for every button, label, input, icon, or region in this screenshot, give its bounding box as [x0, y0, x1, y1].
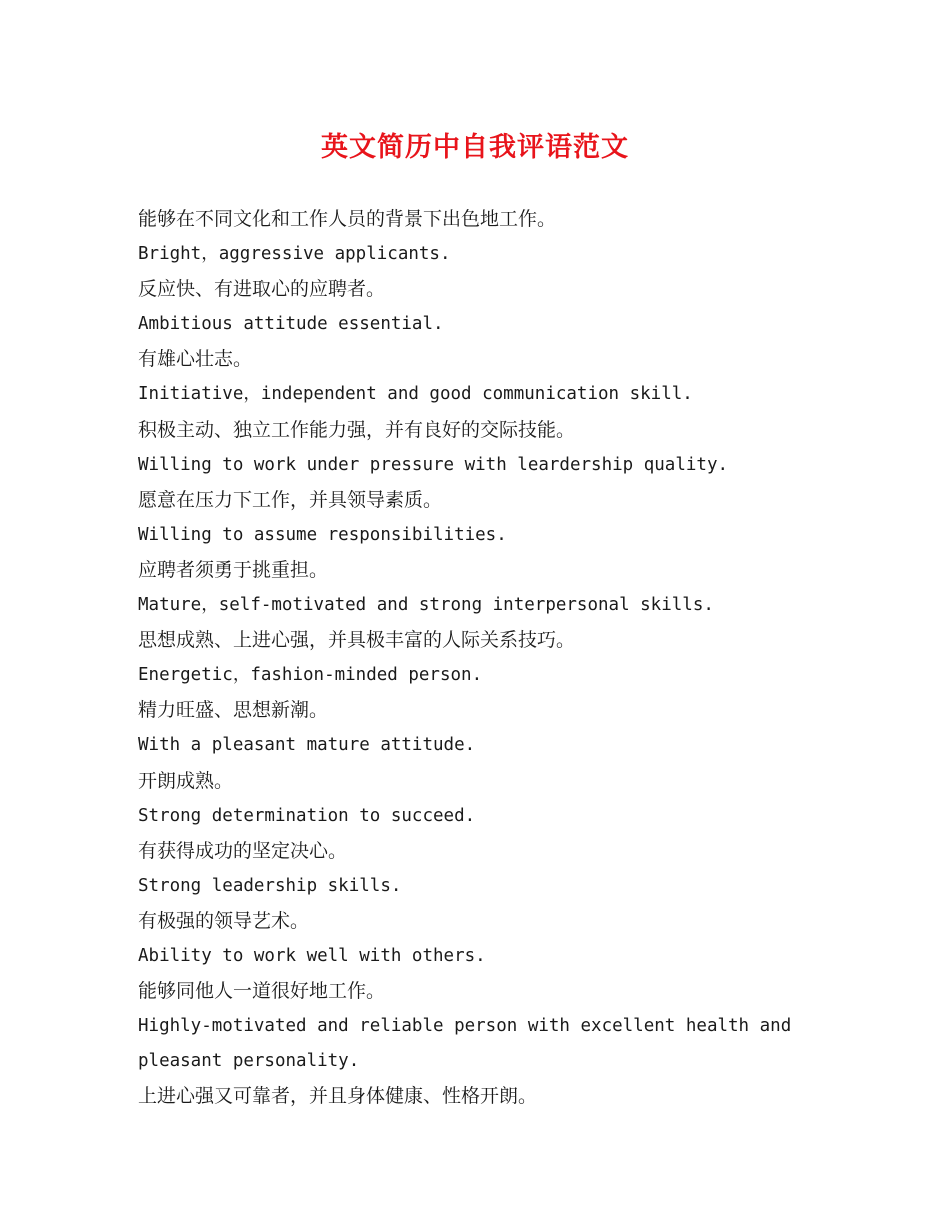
document-title: 英文简历中自我评语范文 — [321, 132, 629, 163]
chinese-translation-line: 能够同他人一道很好地工作。 — [138, 980, 386, 1003]
chinese-translation-line: 有极强的领导艺术。 — [138, 909, 310, 932]
chinese-translation-line: 反应快、有进取心的应聘者。 — [138, 278, 386, 301]
chinese-translation-line: 应聘者须勇于挑重担。 — [138, 558, 329, 581]
chinese-translation-line: 精力旺盛、思想新潮。 — [138, 699, 329, 722]
chinese-translation-line: 积极主动、独立工作能力强，并有良好的交际技能。 — [138, 418, 576, 441]
english-phrase-line: Strong determination to succeed. — [138, 805, 476, 826]
english-phrase-line: Mature，self-motivated and strong interpersonal skills. — [138, 595, 714, 616]
english-phrase-line: Energetic，fashion-minded person. — [138, 665, 483, 686]
english-phrase-line: Ability to work well with others. — [138, 945, 486, 966]
english-phrase-line: Strong leadership skills. — [138, 875, 402, 896]
chinese-translation-line: 上进心强又可靠者，并且身体健康、性格开朗。 — [138, 1085, 538, 1108]
chinese-translation-line: 能够在不同文化和工作人员的背景下出色地工作。 — [138, 208, 557, 230]
english-phrase-line: Ambitious attitude essential. — [138, 314, 444, 335]
document-body — [138, 202, 828, 1114]
english-phrase-line: Bright，aggressive applicants. — [138, 244, 451, 265]
english-phrase-line: Willing to assume responsibilities. — [138, 524, 507, 545]
english-phrase-line: pleasant personality. — [138, 1051, 360, 1072]
chinese-translation-line: 有获得成功的坚定决心。 — [138, 839, 348, 862]
english-phrase-line: Highly-motivated and reliable person with excellent health and — [138, 1016, 792, 1037]
chinese-translation-line: 开朗成熟。 — [138, 769, 234, 792]
english-phrase-line: Willing to work under pressure with leardership quality. — [138, 454, 729, 475]
chinese-translation-line: 有雄心壮志。 — [138, 348, 253, 371]
chinese-translation-line: 愿意在压力下工作，并具领导素质。 — [138, 488, 443, 511]
chinese-translation-line: 思想成熟、上进心强，并具极丰富的人际关系技巧。 — [138, 629, 576, 652]
english-phrase-line: With a pleasant mature attitude. — [138, 735, 476, 756]
english-phrase-line: Initiative，independent and good communication skill. — [138, 384, 693, 405]
